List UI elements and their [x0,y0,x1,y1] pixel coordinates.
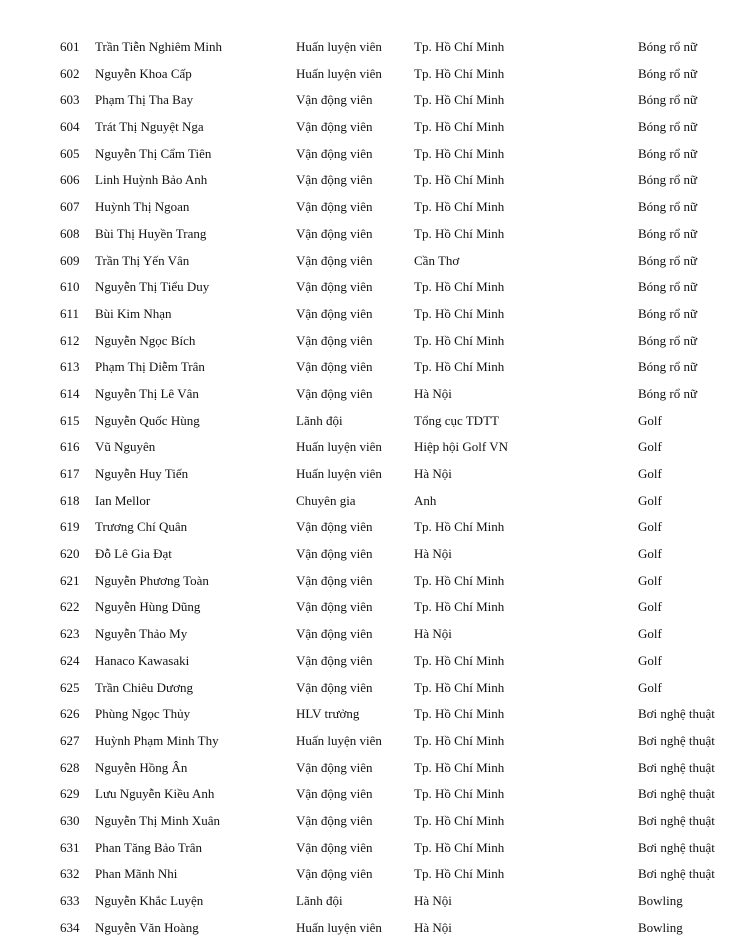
sport-name: Bóng rổ nữ [638,385,698,401]
sport-name: Bơi nghệ thuật [638,706,715,722]
sport-name: Bơi nghệ thuật [638,839,715,855]
person-role: Vận động viên [296,546,373,562]
person-name: Nguyễn Khắc Luyện [95,893,204,908]
row-number: 608 [60,225,80,241]
person-unit: Hà Nội [414,466,452,481]
row-number: 624 [60,652,80,668]
person-unit: Tp. Hồ Chí Minh [414,652,505,668]
sport-name: Bowling [638,919,683,935]
person-name: Nguyễn Hồng Ân [95,759,188,775]
person-name: Bùi Thị Huyền Trang [95,225,207,241]
row-number: 628 [60,759,80,775]
sport-name: Bóng rổ nữ [638,39,698,54]
person-name: Nguyễn Khoa Cấp [95,65,192,81]
person-unit: Tp. Hồ Chí Minh [414,679,505,695]
list-item [0,328,730,355]
list-item [0,381,730,408]
person-role: Vận động viên [296,119,373,135]
row-number: 602 [60,65,80,81]
row-number: 603 [60,92,80,108]
sport-name: Bơi nghệ thuật [638,866,715,882]
sport-name: Bóng rổ nữ [638,332,698,348]
list-item [0,728,730,755]
person-role: Vận động viên [296,786,373,802]
sport-name: Golf [638,466,662,481]
person-unit: Hà Nội [414,893,452,908]
list-item [0,675,730,702]
person-name: Linh Huỳnh Bảo Anh [95,172,208,188]
person-name: Nguyễn Quốc Hùng [95,412,200,428]
person-unit: Hiệp hội Golf VN [414,439,509,455]
row-number: 613 [60,359,80,375]
person-unit: Tp. Hồ Chí Minh [414,866,505,882]
row-number: 615 [60,412,80,428]
person-unit: Tp. Hồ Chí Minh [414,172,505,188]
sport-name: Bóng rổ nữ [638,172,698,188]
person-name: Hanaco Kawasaki [95,652,190,668]
sport-name: Bóng rổ nữ [638,92,698,108]
person-role: Vận động viên [296,332,373,348]
list-item [0,61,730,88]
person-unit: Tp. Hồ Chí Minh [414,759,505,775]
list-item [0,701,730,728]
person-name: Nguyễn Hùng Dũng [95,599,201,615]
person-role: Vận động viên [296,359,373,375]
person-name: Nguyễn Thị Cẩm Tiên [95,145,212,161]
row-number: 601 [60,39,80,54]
sport-name: Bowling [638,893,683,908]
list-item [0,621,730,648]
list-item [0,87,730,114]
list-item [0,461,730,488]
person-role: Vận động viên [296,172,373,188]
person-role: Chuyên gia [296,492,356,508]
sport-name: Bóng rổ nữ [638,279,698,295]
person-unit: Tp. Hồ Chí Minh [414,92,505,108]
person-role: Vận động viên [296,679,373,695]
person-name: Trát Thị Nguyệt Nga [95,119,204,135]
list-item [0,434,730,461]
sport-name: Bóng rổ nữ [638,65,698,81]
person-unit: Tp. Hồ Chí Minh [414,359,505,375]
row-number: 607 [60,199,80,215]
row-number: 604 [60,119,80,135]
list-item [0,221,730,248]
roster-list [0,34,730,941]
person-unit: Hà Nội [414,546,452,562]
sport-name: Golf [638,439,662,455]
person-name: Đỗ Lê Gia Đạt [95,546,172,562]
row-number: 630 [60,812,80,828]
sport-name: Golf [638,519,662,535]
sport-name: Bóng rổ nữ [638,145,698,161]
person-role: Vận động viên [296,759,373,775]
row-number: 619 [60,519,80,535]
sport-name: Golf [638,546,662,562]
person-unit: Anh [414,492,437,508]
person-role: Vận động viên [296,572,373,588]
sport-name: Golf [638,412,662,428]
list-item [0,141,730,168]
person-name: Huỳnh Thị Ngoan [95,199,190,215]
sport-name: Golf [638,626,662,642]
person-name: Ian Mellor [95,492,151,508]
person-role: Huấn luyện viên [296,65,382,81]
list-item [0,488,730,515]
person-unit: Tp. Hồ Chí Minh [414,786,505,802]
person-role: Huấn luyện viên [296,466,382,481]
list-item [0,568,730,595]
list-item [0,835,730,862]
list-item [0,594,730,621]
row-number: 627 [60,732,80,748]
row-number: 622 [60,599,80,615]
row-number: 616 [60,439,80,455]
person-unit: Tp. Hồ Chí Minh [414,225,505,241]
person-unit: Hà Nội [414,385,452,401]
row-number: 610 [60,279,80,295]
sport-name: Golf [638,572,662,588]
person-name: Phan Tăng Bảo Trân [95,839,203,855]
person-role: Vận động viên [296,199,373,215]
row-number: 612 [60,332,80,348]
person-name: Trương Chí Quân [95,519,188,535]
person-role: Vận động viên [296,145,373,161]
person-name: Nguyễn Thị Tiểu Duy [95,279,210,295]
row-number: 623 [60,626,80,642]
row-number: 620 [60,546,80,562]
row-number: 617 [60,466,80,481]
row-number: 626 [60,706,80,722]
person-unit: Tp. Hồ Chí Minh [414,279,505,295]
row-number: 629 [60,786,80,802]
person-unit: Cần Thơ [414,252,460,268]
person-role: Vận động viên [296,599,373,615]
person-role: Vận động viên [296,866,373,882]
row-number: 621 [60,572,80,588]
person-role: Vận động viên [296,519,373,535]
person-role: Vận động viên [296,839,373,855]
person-role: Vận động viên [296,812,373,828]
person-name: Phạm Thị Diễm Trân [95,359,205,375]
list-item [0,408,730,435]
person-name: Nguyễn Huy Tiến [95,466,189,481]
list-item [0,648,730,675]
person-role: Huấn luyện viên [296,439,382,455]
sport-name: Golf [638,652,662,668]
person-unit: Tp. Hồ Chí Minh [414,706,505,722]
row-number: 606 [60,172,80,188]
person-name: Trần Chiêu Dương [95,679,193,695]
list-item [0,248,730,275]
sport-name: Golf [638,492,662,508]
person-unit: Tp. Hồ Chí Minh [414,199,505,215]
person-unit: Tp. Hồ Chí Minh [414,572,505,588]
person-unit: Tp. Hồ Chí Minh [414,732,505,748]
person-name: Phạm Thị Tha Bay [95,92,194,108]
row-number: 633 [60,893,80,908]
person-role: Huấn luyện viên [296,919,382,935]
person-unit: Tổng cục TDTT [414,412,499,428]
person-unit: Tp. Hồ Chí Minh [414,332,505,348]
person-name: Phùng Ngọc Thủy [95,706,191,722]
sport-name: Bóng rổ nữ [638,305,698,321]
person-name: Lưu Nguyễn Kiều Anh [95,786,215,802]
row-number: 605 [60,145,80,161]
person-unit: Tp. Hồ Chí Minh [414,812,505,828]
person-unit: Tp. Hồ Chí Minh [414,145,505,161]
sport-name: Bóng rổ nữ [638,225,698,241]
list-item [0,274,730,301]
person-role: Vận động viên [296,252,373,268]
list-item [0,194,730,221]
list-item [0,541,730,568]
person-name: Trần Tiễn Nghiêm Minh [95,39,223,54]
row-number: 618 [60,492,80,508]
person-name: Phan Mãnh Nhi [95,866,178,882]
person-role: Lãnh đội [296,893,343,908]
list-item [0,34,730,61]
list-item [0,301,730,328]
person-name: Nguyễn Thị Minh Xuân [95,812,221,828]
person-name: Nguyễn Ngọc Bích [95,332,196,348]
person-unit: Tp. Hồ Chí Minh [414,839,505,855]
row-number: 625 [60,679,80,695]
sport-name: Bóng rổ nữ [638,119,698,135]
list-item [0,781,730,808]
row-number: 609 [60,252,80,268]
list-item [0,808,730,835]
person-role: Vận động viên [296,305,373,321]
person-name: Bùi Kim Nhạn [95,305,172,321]
person-unit: Tp. Hồ Chí Minh [414,65,505,81]
person-unit: Tp. Hồ Chí Minh [414,305,505,321]
sport-name: Bóng rổ nữ [638,199,698,215]
person-role: Huấn luyện viên [296,39,382,54]
sport-name: Bơi nghệ thuật [638,812,715,828]
list-item [0,888,730,915]
sport-name: Bơi nghệ thuật [638,732,715,748]
person-role: Vận động viên [296,626,373,642]
person-name: Nguyễn Văn Hoàng [95,919,199,935]
row-number: 634 [60,919,80,935]
list-item [0,354,730,381]
person-role: Vận động viên [296,279,373,295]
list-item [0,114,730,141]
sport-name: Golf [638,679,662,695]
person-role: Vận động viên [296,225,373,241]
person-name: Nguyễn Thảo My [95,626,188,642]
person-role: Vận động viên [296,385,373,401]
person-unit: Tp. Hồ Chí Minh [414,599,505,615]
sport-name: Bóng rổ nữ [638,252,698,268]
sport-name: Bóng rổ nữ [638,359,698,375]
row-number: 614 [60,385,80,401]
list-item [0,514,730,541]
list-item [0,755,730,782]
person-unit: Hà Nội [414,919,452,935]
person-name: Vũ Nguyên [95,439,156,455]
row-number: 631 [60,839,80,855]
person-role: Vận động viên [296,92,373,108]
person-name: Huỳnh Phạm Minh Thy [95,732,219,748]
person-role: Lãnh đội [296,412,343,428]
person-name: Nguyễn Thị Lê Vân [95,385,199,401]
list-item [0,167,730,194]
person-name: Trần Thị Yến Vân [95,252,190,268]
sport-name: Bơi nghệ thuật [638,786,715,802]
person-name: Nguyễn Phương Toàn [95,572,209,588]
sport-name: Bơi nghệ thuật [638,759,715,775]
row-number: 632 [60,866,80,882]
person-unit: Tp. Hồ Chí Minh [414,519,505,535]
list-item [0,861,730,888]
row-number: 611 [60,305,80,321]
person-role: HLV trưởng [296,706,360,722]
sport-name: Golf [638,599,662,615]
person-role: Huấn luyện viên [296,732,382,748]
person-unit: Tp. Hồ Chí Minh [414,119,505,135]
list-item [0,915,730,942]
person-unit: Tp. Hồ Chí Minh [414,39,505,54]
person-role: Vận động viên [296,652,373,668]
person-unit: Hà Nội [414,626,452,642]
